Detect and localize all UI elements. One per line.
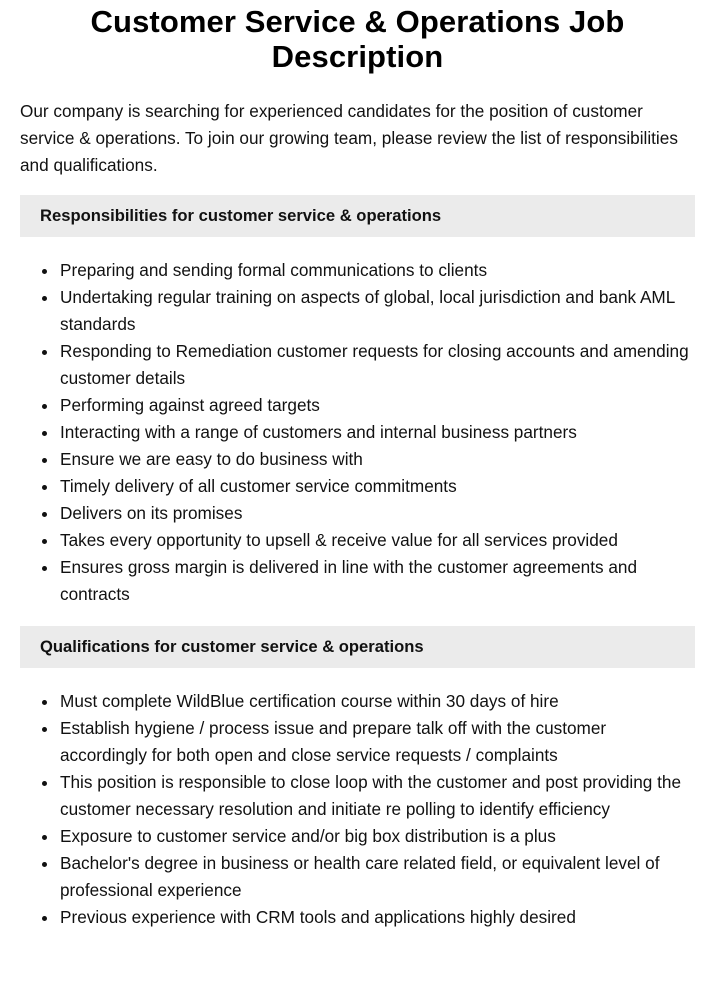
list-item: Ensure we are easy to do business with (60, 446, 695, 473)
qualifications-list (20, 688, 695, 931)
qualifications-heading: Qualifications for customer service & operations (20, 626, 695, 668)
responsibilities-heading: Responsibilities for customer service & operations (20, 195, 695, 237)
list-item: Exposure to customer service and/or big box distribution is a plus (60, 823, 695, 850)
list-item: Must complete WildBlue certification course within 30 days of hire (60, 688, 695, 715)
list-item: Ensures gross margin is delivered in line with the customer agreements and contracts (60, 554, 695, 608)
responsibilities-list (20, 257, 695, 608)
list-item: Preparing and sending formal communications to clients (60, 257, 695, 284)
list-item: Interacting with a range of customers and internal business partners (60, 419, 695, 446)
list-item: Responding to Remediation customer requests for closing accounts and amending customer details (60, 338, 695, 392)
page-title: Customer Service & Operations Job Description (90, 4, 625, 74)
list-item: Delivers on its promises (60, 500, 695, 527)
list-item: Establish hygiene / process issue and prepare talk off with the customer accordingly for both open and close service requests / complaints (60, 715, 695, 769)
list-item: Previous experience with CRM tools and applications highly desired (60, 904, 695, 931)
list-item: Timely delivery of all customer service commitments (60, 473, 695, 500)
intro-paragraph: Our company is searching for experienced candidates for the position of customer service & operations. To join our growing team, please review the list of responsibilities and qualifications. (20, 101, 678, 175)
list-item: Performing against agreed targets (60, 392, 695, 419)
list-item: This position is responsible to close loop with the customer and post providing the customer necessary resolution and initiate re polling to identify efficiency (60, 769, 695, 823)
list-item: Undertaking regular training on aspects of global, local jurisdiction and bank AML standards (60, 284, 695, 338)
list-item: Takes every opportunity to upsell & receive value for all services provided (60, 527, 695, 554)
list-item: Bachelor's degree in business or health care related field, or equivalent level of professional experience (60, 850, 695, 904)
